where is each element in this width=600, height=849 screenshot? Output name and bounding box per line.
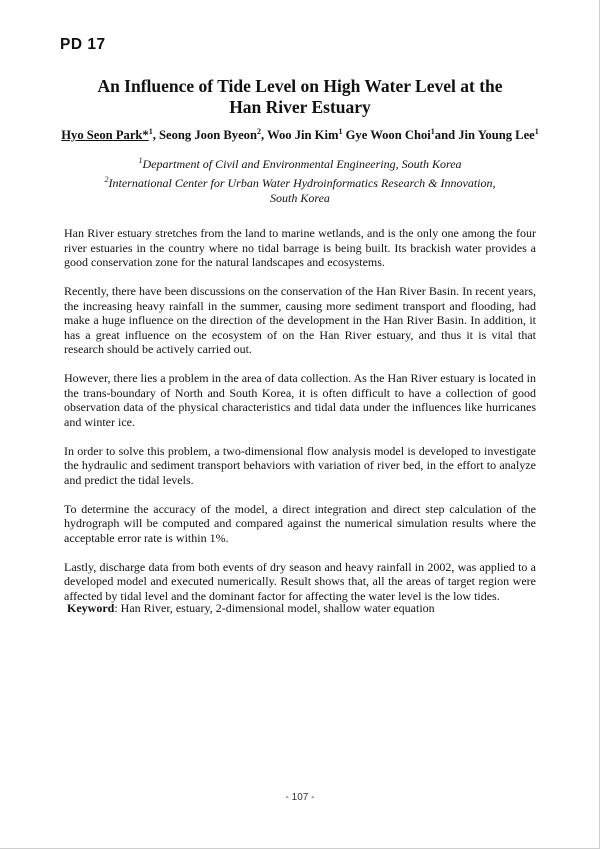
abstract-paragraph: To determine the accuracy of the model, a direct integration and direct step calculation of the hydrograph will be computed and compared against the numerical simulation results where the acceptable error rate is within 1%. bbox=[64, 501, 536, 545]
affiliation-line: South Korea bbox=[270, 191, 330, 206]
abstract-paragraph: Han River estuary stretches from the land to marine wetlands, and is the only one among the four river estuaries in the country where no tidal barrage is being built. Its brackish water provides a good conservation zone for the natural landscapes and ecosystems. bbox=[64, 226, 536, 269]
keyword-text: : Han River, estuary, 2-dimensional model, shallow water equation bbox=[114, 601, 435, 615]
abstract-body bbox=[64, 226, 536, 618]
title-line-2: Han River Estuary bbox=[229, 97, 371, 117]
author-list: Hyo Seon Park*$^1$, Seong Joon Byeon$^2$, Woo Jin Kim$^1$ Gye Woon Choi$^1$and Jin Young Lee$^1$ bbox=[61, 127, 539, 143]
abstract-paragraph: Recently, there have been discussions on the conservation of the Han River Basin. In recent years, the increasing heavy rainfall in the summer, causing more sediment transport and flooding, had make a huge influence on the direction of the development in the Han River Basin. In addition, it has a great influence on the ecosystem of on the Han River estuary, and thus it is vital that research should be actively carried out. bbox=[64, 284, 536, 356]
paper-title bbox=[60, 76, 540, 118]
author-affil-mark: 2 bbox=[257, 127, 261, 136]
affiliation-list bbox=[60, 153, 540, 207]
author-name: Hyo Seon Park* bbox=[61, 128, 149, 143]
keyword-line bbox=[67, 601, 540, 616]
author-affil-mark: 1 bbox=[534, 127, 539, 136]
author-affil-mark: 1 bbox=[338, 127, 343, 136]
author-name: Seong Joon Byeon bbox=[159, 128, 257, 143]
affiliation-line: $^2$International Center for Urban Water Hydroinformatics Research & Innovation, bbox=[104, 175, 496, 191]
author-name: Gye Woon Choi bbox=[345, 128, 431, 143]
affiliation-line: $^1$Department of Civil and Environmental Engineering, South Korea bbox=[138, 156, 462, 171]
title-line-1: An Influence of Tide Level on High Water Level at the bbox=[97, 76, 503, 96]
author-affil-mark: 1 bbox=[148, 127, 153, 136]
session-label: PD 17 bbox=[60, 36, 106, 53]
abstract-paragraph: Lastly, discharge data from both events of dry season and heavy rainfall in 2002, was applied to a developed model and executed numerically. Result shows that, all the areas of target region were affected by tidal level and the dominant factor for affecting the water level is the low tides. bbox=[64, 559, 536, 603]
page-number: - 107 - bbox=[285, 792, 315, 803]
author-name: Jin Young Lee bbox=[458, 128, 535, 143]
abstract-paragraph: However, there lies a problem in the area of data collection. As the Han River estuary is located in the trans-boundary of North and South Korea, it is often difficult to have a collection of good observation data of the physical characteristics and tidal data under the influences like hurricanes and winter ice. bbox=[64, 371, 536, 429]
author-name: Woo Jin Kim bbox=[267, 128, 339, 143]
keyword-label: Keyword bbox=[67, 601, 115, 615]
abstract-paragraph: In order to solve this problem, a two-dimensional flow analysis model is developed to investigate the hydraulic and sediment transport behaviors with variation of river bed, in the effort to analyze and predict the tidal levels. bbox=[64, 443, 536, 487]
author-affil-mark: 1 bbox=[430, 127, 435, 136]
